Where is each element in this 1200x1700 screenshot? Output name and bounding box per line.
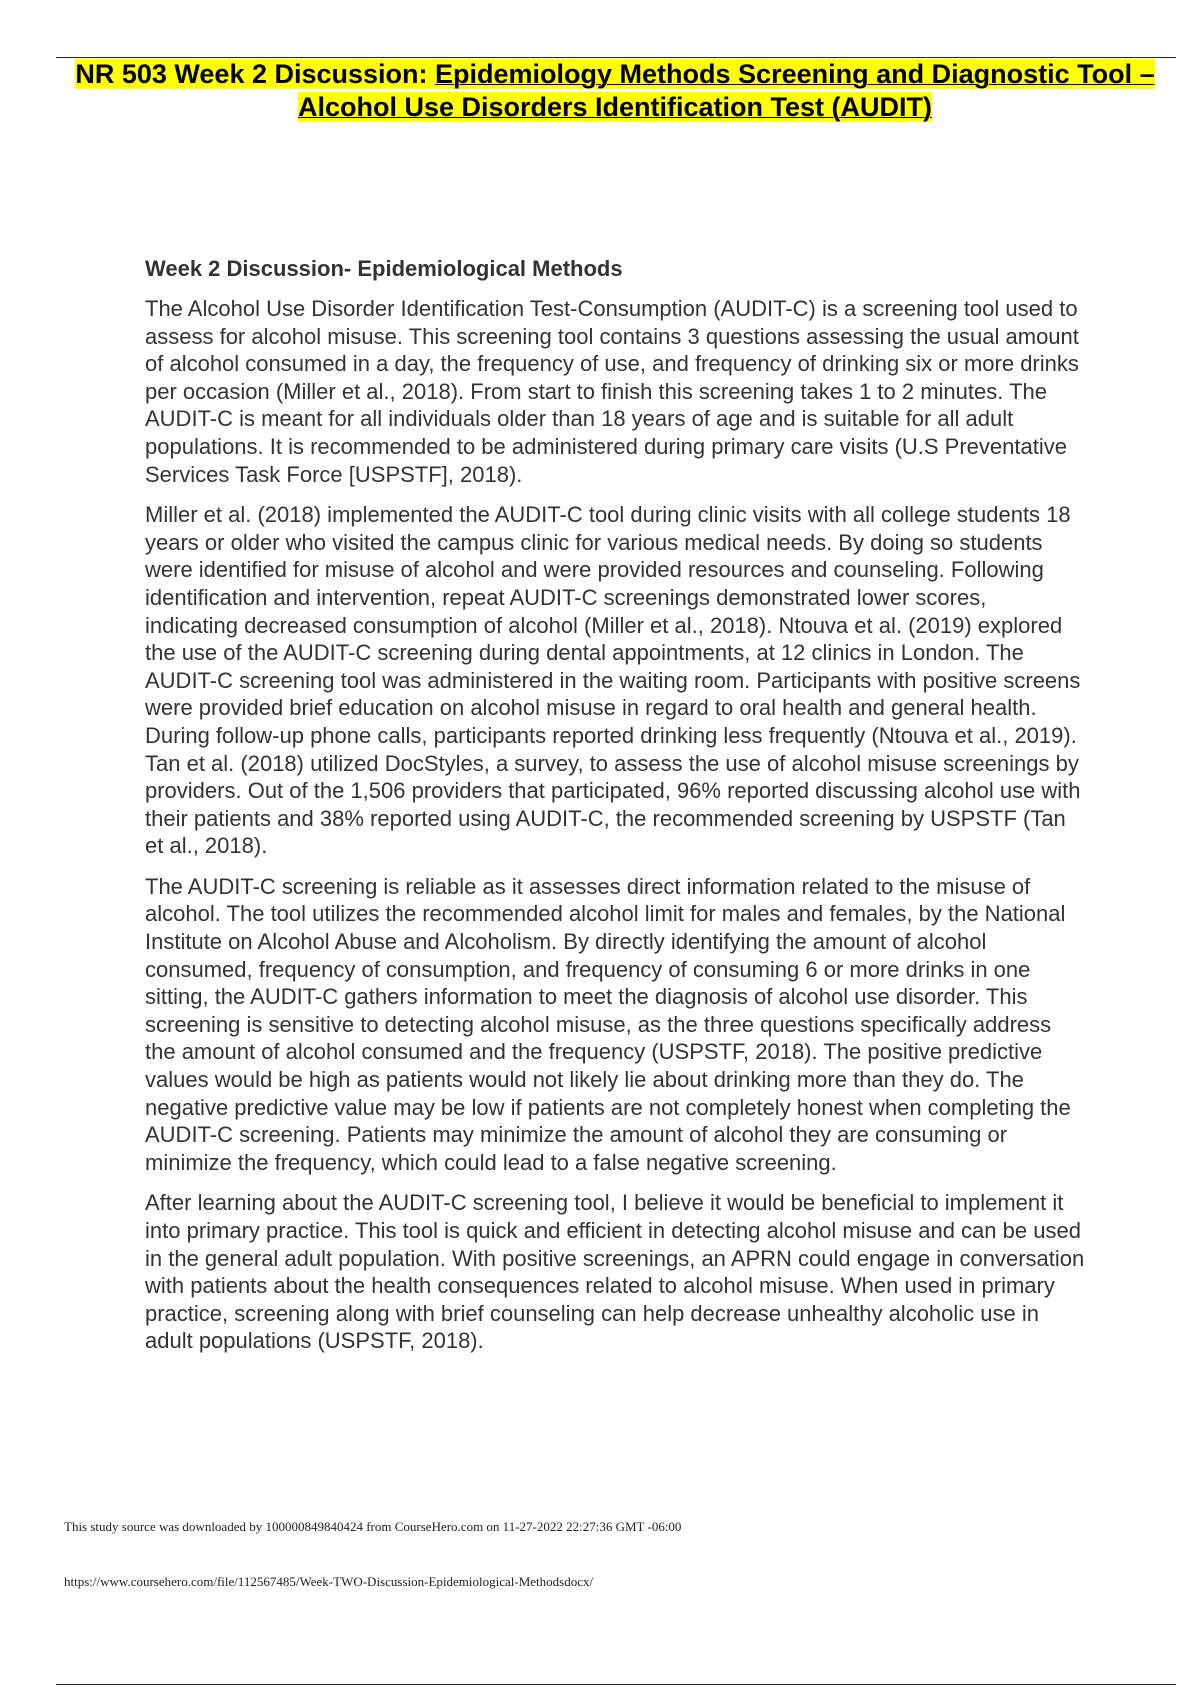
bottom-rule — [56, 1684, 1176, 1685]
title-underlined: Epidemiology Methods Screening and Diagnostic Tool – Alcohol Use Disorders Identification Test (AUDIT) — [297, 59, 1155, 122]
paragraph-3: The AUDIT-C screening is reliable as it assesses direct information related to the misuse of alcohol. The tool utilizes the recommended alcohol limit for males and females, by the National Institute on Alcohol Abuse and Alcoholism. By directly identifying the amount of alcohol consumed, frequency of consumption, and frequency of consuming 6 or more drinks in one sitting, the AUDIT-C gathers information to meet the diagnosis of alcohol use disorder. This screening is sensitive to detecting alcohol misuse, as the three questions specifically address the amount of alcohol consumed and the frequency (USPSTF, 2018). The positive predictive values would be high as patients would not likely lie about drinking more than they do. The negative predictive value may be low if patients are not completely honest when completing the AUDIT-C screening. Patients may minimize the amount of alcohol they are consuming or minimize the frequency, which could lead to a false negative screening. — [145, 873, 1071, 1175]
paragraph-4: After learning about the AUDIT-C screening tool, I believe it would be beneficial to implement it into primary practice. This tool is quick and efficient in detecting alcohol misuse and can be used in the general adult population. With positive screenings, an APRN could engage in conversation with patients about the health consequences related to alcohol misuse. When used in primary practice, screening along with brief counseling can help decrease unhealthy alcoholic use in adult populations (USPSTF, 2018). — [145, 1190, 1085, 1354]
title-highlight — [75, 59, 1154, 122]
paragraph-1: The Alcohol Use Disorder Identification Test-Consumption (AUDIT-C) is a screening tool used to assess for alcohol misuse. This screening tool contains 3 questions assessing the usual amount of alcohol consumed in a day, the frequency of use, and frequency of drinking six or more drinks per occasion (Miller et al., 2018). From start to finish this screening takes 1 to 2 minutes. The AUDIT-C is meant for all individuals older than 18 years of age and is suitable for all adult populations. It is recommended to be administered during primary care visits (U.S Preventative Services Task Force [USPSTF], 2018). — [145, 296, 1079, 487]
download-notice: This study source was downloaded by 100000849840424 from CourseHero.com on 11-27-2022 22:27:36 GMT -06:00 — [64, 1519, 682, 1534]
source-url[interactable]: https://www.coursehero.com/file/112567485/Week-TWO-Discussion-Epidemiological-Methodsdocx/ — [64, 1574, 594, 1589]
section-heading: Week 2 Discussion- Epidemiological Methods — [145, 256, 623, 281]
document-title — [60, 58, 1170, 124]
title-prefix: NR 503 Week 2 Discussion: — [75, 59, 436, 89]
document-body — [145, 255, 1085, 1368]
paragraph-2: Miller et al. (2018) implemented the AUDIT-C tool during clinic visits with all college students 18 years or older who visited the campus clinic for various medical needs. By doing so students were identified for misuse of alcohol and were provided resources and counseling. Following identification and intervention, repeat AUDIT-C screenings demonstrated lower scores, indicating decreased consumption of alcohol (Miller et al., 2018). Ntouva et al. (2019) explored the use of the AUDIT-C screening during dental appointments, at 12 clinics in London. The AUDIT-C screening tool was administered in the waiting room. Participants with positive screens were provided brief education on alcohol misuse in regard to oral health and general health. During follow-up phone calls, participants reported drinking less frequently (Ntouva et al., 2019). Tan et al. (2018) utilized DocStyles, a survey, to assess the use of alcohol misuse screenings by providers. Out of the 1,506 providers that participated, 96% reported discussing alcohol use with their patients and 38% reported using AUDIT-C, the recommended screening by USPSTF (Tan et al., 2018). — [145, 502, 1081, 859]
